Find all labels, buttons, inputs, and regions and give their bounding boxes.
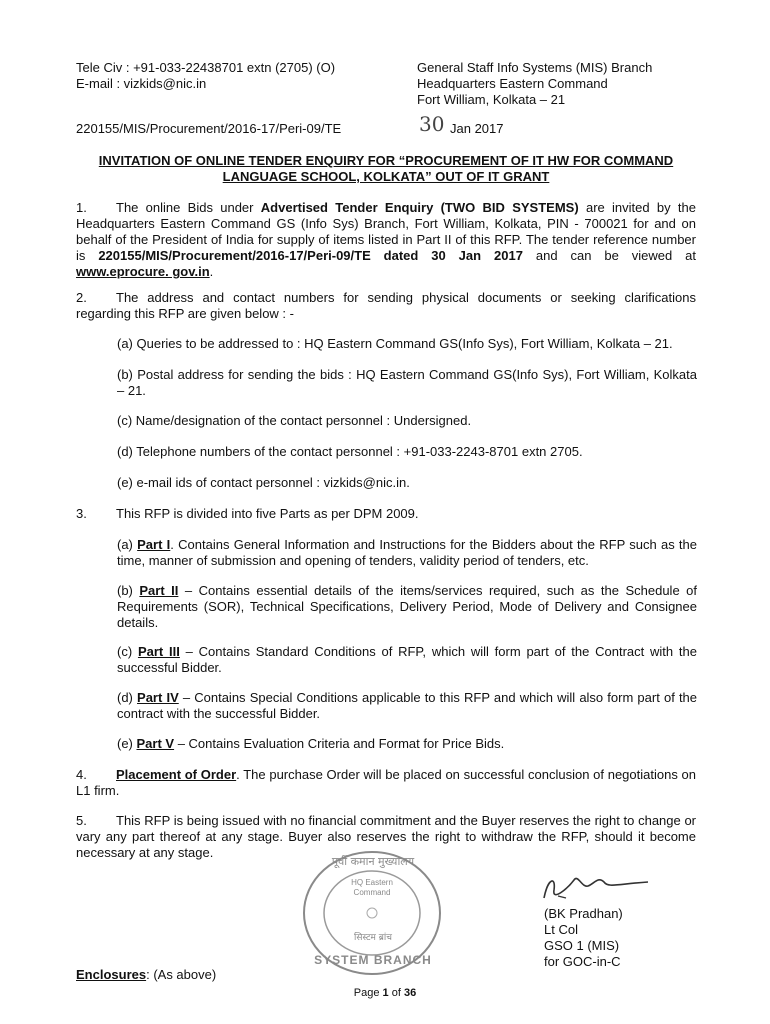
part-i-text: . Contains General Information and Instructions for the Bidders about the RFP such as the time, manner of submission and opening of tenders, validity period of tenders, etc. — [117, 537, 698, 568]
enclosures — [76, 967, 216, 983]
p2-item-c: (c) Name/designation of the contact personnel : Undersigned. — [117, 413, 472, 428]
stamp-inner-text: HQ Eastern Command — [351, 878, 393, 897]
p2-item-a: (a) Queries to be addressed to : HQ Eastern Command GS(Info Sys), Fort William, Kolkata – 21. — [117, 336, 673, 351]
page-footer — [0, 985, 770, 1001]
paragraph-3 — [76, 506, 696, 522]
paragraph-number: 5. — [76, 813, 87, 828]
signature-icon — [538, 868, 658, 908]
p3-text: This RFP is divided into five Parts as per DPM 2009. — [116, 506, 419, 521]
part-iii-text: – Contains Standard Conditions of RFP, which will form part of the Contract with the successful Bidder. — [117, 644, 697, 675]
paragraph-number: 3. — [76, 506, 87, 521]
telephone: Tele Civ : +91-033-22438701 extn (2705) (O) — [76, 60, 336, 75]
paragraph-number: 1. — [76, 200, 87, 215]
part-iii-label: Part III — [137, 644, 180, 659]
date-month-year: Jan 2017 — [450, 121, 504, 136]
reference-number: 220155/MIS/Procurement/2016-17/Peri-09/TE — [76, 121, 342, 136]
p1-text-1: The online Bids under — [116, 200, 261, 215]
paragraph-2 — [76, 290, 696, 322]
address-line-1: General Staff Info Systems (MIS) Branch — [417, 60, 653, 75]
part-iv-text: – Contains Special Conditions applicable to this RFP and which will also form part of the contract with the successful Bidder. — [117, 690, 698, 721]
item-marker: (d) — [117, 690, 138, 705]
part-ii-text: – Contains essential details of the items/services required, such as the Schedule of Requirements (SOR), Technical Specifications, Delivery Period, Mode of Delivery and Consignee details. — [117, 583, 697, 630]
of-word: of — [388, 987, 404, 999]
p2-item-e: (e) e-mail ids of contact personnel : vizkids@nic.in. — [117, 475, 410, 490]
p1-text-2: are invited by the Headquarters Eastern Command GS (Info Sys) Branch, Fort William, Kolkata, PIN - 700021 for and on behalf of the President of India for supply of items listed in Part II of this RFP. The tender reference number is — [76, 200, 696, 263]
part-v-text: – Contains Evaluation Criteria and Format for Price Bids. — [174, 736, 505, 751]
eprocure-link[interactable]: www.eprocure. gov.in — [76, 264, 210, 279]
tender-type: Advertised Tender Enquiry (TWO BID SYSTEMS) — [260, 200, 579, 215]
p3-item-c — [117, 644, 697, 676]
paragraph-number: 2. — [76, 290, 87, 305]
address-line-3: Fort William, Kolkata – 21 — [417, 92, 566, 107]
part-v-label: Part V — [136, 736, 175, 751]
paragraph-1 — [76, 200, 696, 280]
page-number: 1 — [382, 987, 389, 999]
email: E-mail : vizkids@nic.in — [76, 76, 207, 91]
item-marker: (c) — [117, 644, 138, 659]
official-stamp — [300, 848, 445, 978]
handwritten-date: 30 — [419, 112, 445, 136]
placement-heading: Placement of Order — [116, 767, 237, 782]
signatory-block — [544, 906, 694, 970]
p3-item-e — [117, 736, 697, 752]
paragraph-4 — [76, 767, 696, 799]
p1-text-3: and can be viewed at — [522, 248, 697, 263]
document-title — [76, 153, 696, 185]
p4-text: . The purchase Order will be placed on successful conclusion of negotiations on L1 firm. — [76, 767, 696, 798]
p3-item-a — [117, 537, 697, 569]
p3-item-b — [117, 583, 697, 631]
p3-item-d — [117, 690, 697, 722]
p5-text: This RFP is being issued with no financial commitment and the Buyer reserves the right to change or vary any part thereof at any stage. Buyer also reserves the right to withdraw the RFP, should it become necessary at any stage. — [76, 813, 696, 860]
signature-mark — [538, 868, 658, 908]
paragraph-number: 4. — [76, 767, 87, 782]
page-total: 36 — [403, 987, 417, 999]
stamp-hindi-top: पूर्वी कमान मुख्यालय — [331, 855, 415, 868]
address-line-2: Headquarters Eastern Command — [417, 76, 608, 91]
signatory-rank: Lt Col — [544, 922, 578, 937]
p2-item-b: (b) Postal address for sending the bids : HQ Eastern Command GS(Info Sys), Fort William, Kolkata – 21. — [117, 367, 697, 398]
title-line-1: INVITATION OF ONLINE TENDER ENQUIRY FOR “PROCUREMENT OF IT HW FOR COMMAND — [98, 153, 674, 168]
title-line-2: LANGUAGE SCHOOL, KOLKATA” OUT OF IT GRANT — [222, 169, 550, 184]
stamp-hindi-mid: सिस्टम ब्रांच — [354, 933, 392, 943]
item-marker: (b) — [117, 583, 140, 598]
p2-item-d: (d) Telephone numbers of the contact personnel : +91-033-2243-8701 extn 2705. — [117, 444, 583, 459]
item-marker: (a) — [117, 537, 138, 552]
page-word: Page — [353, 987, 383, 999]
part-i-label: Part I — [137, 537, 171, 552]
signatory-for: for GOC-in-C — [544, 954, 621, 969]
part-iv-label: Part IV — [137, 690, 179, 705]
sender-contact — [76, 60, 396, 92]
part-ii-label: Part II — [139, 583, 179, 598]
item-marker: (e) — [117, 736, 137, 751]
stamp-bottom-text: SYSTEM BRANCH — [314, 953, 432, 967]
tender-reference: 220155/MIS/Procurement/2016-17/Peri-09/TE dated 30 Jan 2017 — [98, 248, 523, 263]
p1-text-4: . — [209, 264, 214, 279]
p2-text: The address and contact numbers for sending physical documents or seeking clarifications regarding this RFP are given below : - — [76, 290, 696, 321]
enclosures-label: Enclosures — [76, 967, 147, 982]
signatory-post: GSO 1 (MIS) — [544, 938, 620, 953]
signatory-name: (BK Pradhan) — [544, 906, 623, 921]
sender-address — [417, 60, 717, 108]
enclosures-text: : (As above) — [146, 967, 217, 982]
